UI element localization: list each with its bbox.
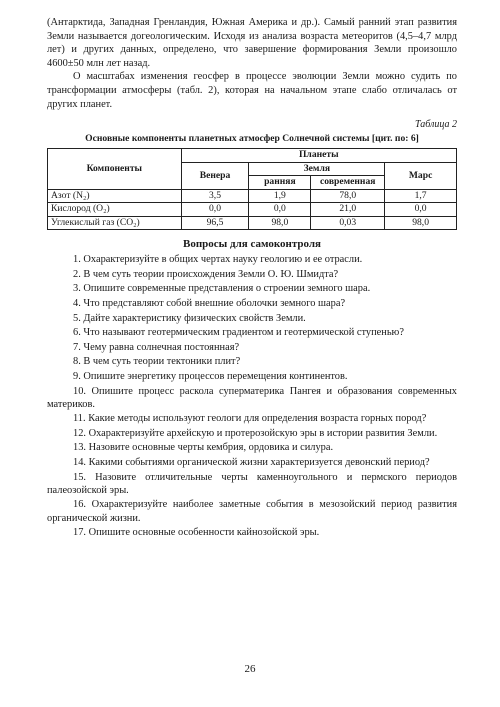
cell-venus: 3,5 — [181, 189, 249, 203]
question-item: 6. Что называют геотермическим градиентом и геотермической ступенью? — [73, 327, 404, 339]
questions-title: Вопросы для самоконтроля — [183, 238, 321, 251]
header-earth: Земля — [249, 162, 385, 176]
cell-mars: 98,0 — [385, 216, 457, 230]
cell-earth-modern: 0,03 — [311, 216, 385, 230]
header-modern: современная — [311, 176, 385, 190]
intro-paragraph-1: (Антарктида, Западная Гренландия, Южная Америка и др.). Самый ранний этап развития Земли называется догеологическим. Исходя из анализа возраста метеоритов (4,5–4,7 млрд лет) и других данных, определено, что завершение формирования Земли произошло 4600±50 млн лет назад. — [47, 17, 457, 69]
question-item: 5. Дайте характеристику физических свойств Земли. — [73, 312, 306, 324]
table-row — [48, 189, 457, 203]
question-item: 15. Назовите отличительные черты каменноугольного и пермского периодов палеозойской эры. — [47, 471, 457, 496]
cell-mars: 0,0 — [385, 203, 457, 217]
table-row — [48, 203, 457, 217]
page-body — [47, 16, 457, 539]
page-number: 26 — [244, 663, 256, 675]
table-caption: Основные компоненты планетных атмосфер Солнечной системы [цит. по: 6] — [85, 133, 419, 145]
question-item: 9. Опишите энергетику процессов перемещения континентов. — [73, 370, 348, 382]
question-item: 1. Охарактеризуйте в общих чертах науку геологию и ее отрасли. — [73, 254, 363, 266]
intro-paragraph-2: О масштабах изменения геосфер в процессе эволюции Земли можно судить по трансформации атмосферы (табл. 2), которая на начальном этапе слабо отличалась от других планет. — [47, 71, 457, 110]
question-item: 13. Назовите основные черты кембрия, ордовика и силура. — [73, 442, 334, 454]
cell-earth-early: 98,0 — [249, 216, 311, 230]
question-item: 2. В чем суть теории происхождения Земли О. Ю. Шмидта? — [73, 268, 339, 280]
question-item: 7. Чему равна солнечная постоянная? — [73, 341, 240, 353]
atmosphere-table — [47, 148, 457, 230]
cell-venus: 96,5 — [181, 216, 249, 230]
cell-earth-early: 0,0 — [249, 203, 311, 217]
cell-earth-modern: 21,0 — [311, 203, 385, 217]
question-item: 11. Какие методы используют геологи для определения возраста горных пород? — [73, 413, 427, 425]
question-item: 8. В чем суть теории тектоники плит? — [73, 356, 241, 368]
header-components: Компоненты — [48, 149, 182, 190]
cell-component: Азот (N₂) — [48, 189, 182, 203]
header-early: ранняя — [249, 176, 311, 190]
question-item: 17. Опишите основные особенности кайнозойской эры. — [73, 527, 320, 539]
header-venus: Венера — [181, 162, 249, 189]
table-row — [48, 216, 457, 230]
cell-mars: 1,7 — [385, 189, 457, 203]
question-item: 16. Охарактеризуйте наиболее заметные события в мезозойский период развития органической жизни. — [47, 499, 457, 524]
cell-component: Кислород (O₂) — [48, 203, 182, 217]
cell-component: Углекислый газ (CO₂) — [48, 216, 182, 230]
cell-earth-early: 1,9 — [249, 189, 311, 203]
question-item: 12. Охарактеризуйте архейскую и протерозойскую эры в истории развития Земли. — [73, 427, 438, 439]
question-item: 4. Что представляют собой внешние оболочки земного шара? — [73, 297, 346, 309]
cell-venus: 0,0 — [181, 203, 249, 217]
question-item: 14. Какими событиями органической жизни характеризуется девонский период? — [73, 457, 430, 469]
question-item: 10. Опишите процесс раскола суперматерика Пангея и образования современных материков. — [47, 385, 457, 410]
cell-earth-modern: 78,0 — [311, 189, 385, 203]
table-tag: Таблица 2 — [415, 119, 457, 131]
question-item: 3. Опишите современные представления о строении земного шара. — [73, 283, 371, 295]
header-planets: Планеты — [181, 149, 456, 163]
questions-list — [47, 253, 457, 539]
header-mars: Марс — [385, 162, 457, 189]
